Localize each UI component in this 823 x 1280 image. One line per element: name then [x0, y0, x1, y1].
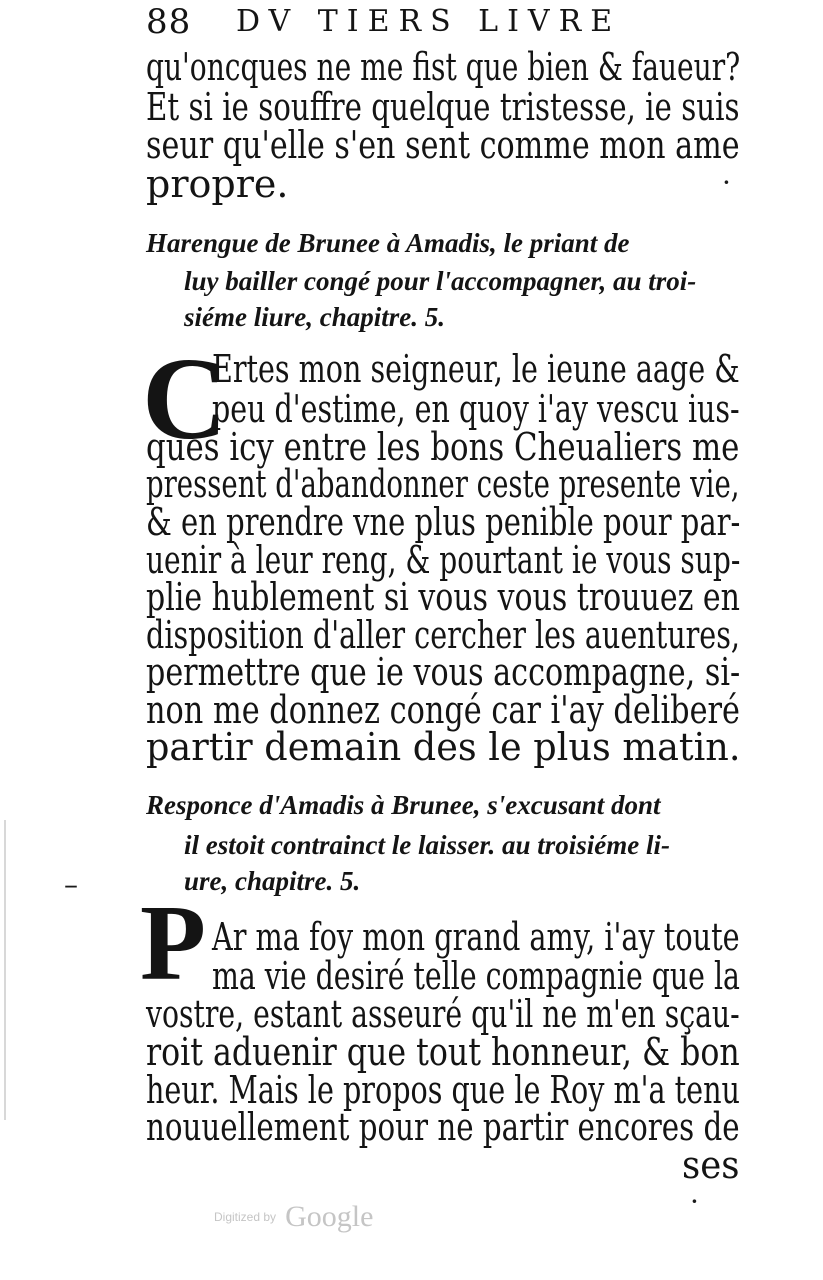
body-line: & en prendre vne plus penible pour par-: [146, 500, 741, 544]
body-line: peu d'estime, en quoy i'ay vescu ius-: [212, 387, 740, 431]
section-heading: il estoit contrainct le laisser. au troisiéme li-: [184, 830, 671, 860]
page-header: [146, 0, 746, 40]
section-heading: ure, chapitre. 5.: [184, 866, 361, 896]
section-heading: Responce d'Amadis à Brunee, s'excusant dont: [146, 790, 661, 820]
body-line: plie hublement si vous vous trouuez en: [146, 575, 740, 619]
ink-speck: ·: [690, 1185, 699, 1218]
body-line: ma vie desiré telle compagnie que la: [212, 954, 740, 998]
body-line: seur qu'elle s'en sent comme mon ame: [146, 123, 740, 167]
ink-speck: –: [64, 868, 78, 901]
body-line: Ertes mon seigneur, le ieune aage &: [212, 347, 740, 391]
body-line: permettre que ie vous accompagne, si-: [146, 650, 741, 694]
running-head: DV TIERS LIVRE: [236, 4, 622, 39]
drop-cap: C: [142, 333, 228, 464]
digitized-by-google-watermark: [214, 1200, 373, 1234]
ink-speck: ·: [722, 166, 731, 199]
page-number: 88: [146, 2, 192, 42]
body-line: ques icy entre les bons Cheualiers me: [146, 425, 740, 469]
body-line: disposition d'aller cercher les auentures,: [146, 613, 741, 657]
body-line: qu'oncques ne me fist que bien & faueur?: [146, 45, 741, 89]
section-heading: luy bailler congé pour l'accompagner, au troi-: [184, 266, 697, 296]
catchword: ses: [682, 1143, 740, 1187]
body-line: partir demain des le plus matin.: [146, 725, 741, 769]
section-heading: Harengue de Brunee à Amadis, le priant de: [146, 228, 630, 258]
body-line: pressent d'abandonner ceste presente vie,: [146, 462, 740, 506]
google-wordmark: Google: [285, 1200, 374, 1233]
body-line: vostre, estant asseuré qu'il ne m'en sçau-: [146, 992, 740, 1036]
section-heading: siéme liure, chapitre. 5.: [184, 302, 445, 332]
watermark-prefix: Digitized by: [214, 1210, 277, 1224]
drop-cap: P: [140, 884, 206, 1003]
body-line: non me donnez congé car i'ay deliberé: [146, 688, 740, 732]
body-line: propre.: [146, 162, 289, 206]
body-line: heur. Mais le propos que le Roy m'a tenu: [146, 1068, 740, 1112]
body-line: uenir à leur reng, & pourtant ie vous sup-: [146, 538, 741, 582]
body-line: roit aduenir que tout honneur, & bon: [146, 1030, 740, 1074]
gutter-shadow: [4, 820, 6, 1120]
body-line: Et si ie souffre quelque tristesse, ie suis: [146, 85, 740, 129]
body-line: Ar ma foy mon grand amy, i'ay toute: [212, 915, 740, 959]
body-line: nouuellement pour ne partir encores de: [146, 1105, 740, 1149]
